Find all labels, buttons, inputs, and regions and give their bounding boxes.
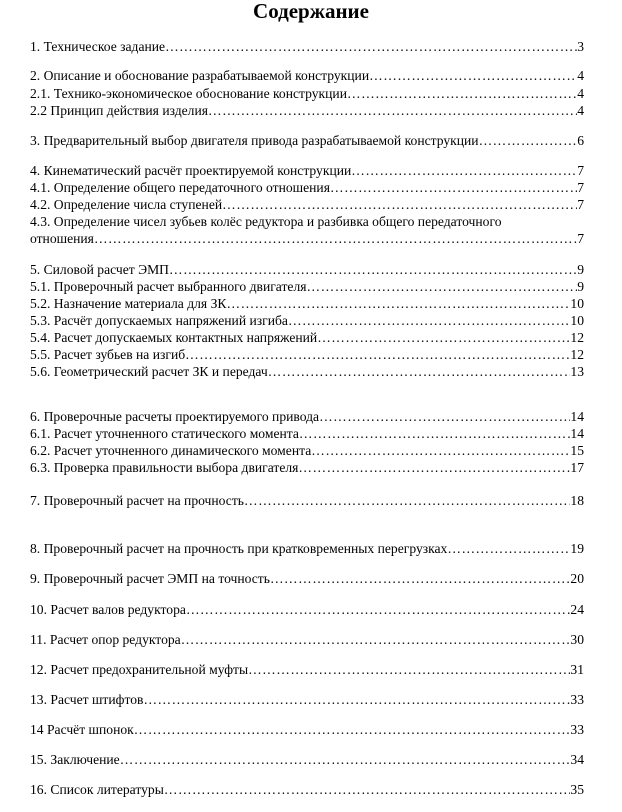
toc-entry-page: 10 [570, 313, 584, 328]
dot-leader [311, 442, 570, 459]
toc-entry-page: 9 [577, 279, 584, 294]
dot-leader [307, 278, 578, 295]
toc-entry[interactable] [30, 781, 584, 798]
toc-entry[interactable] [30, 631, 584, 648]
toc-entry-title: 6. Проверочные расчеты проектируемого привода [30, 409, 320, 424]
toc-entry-page: 14 [570, 409, 584, 424]
dot-leader [222, 196, 577, 213]
toc-entry[interactable] [30, 102, 584, 119]
toc-entry[interactable] [30, 751, 584, 768]
toc-entry[interactable] [30, 85, 584, 102]
dot-leader [288, 312, 570, 329]
toc-entry[interactable] [30, 196, 584, 213]
toc-entry-page: 24 [570, 602, 584, 617]
dot-leader [185, 346, 570, 363]
toc-entry[interactable] [30, 442, 584, 459]
dot-leader [169, 261, 577, 278]
toc-entry-page: 12 [570, 347, 584, 362]
toc-entry[interactable] [30, 278, 584, 295]
toc-entry[interactable] [30, 312, 584, 329]
toc-entry-title: 5.2. Назначение материала для ЗК [30, 296, 227, 311]
toc-entry-title: 5.4. Расчет допускаемых контактных напряжений [30, 330, 318, 345]
page-title: Содержание [253, 0, 369, 23]
dot-leader [248, 661, 570, 678]
toc-entry-title: 1. Техническое задание [30, 39, 166, 54]
toc-entry-page: 4 [577, 68, 584, 83]
toc-entry-title: 6.2. Расчет уточненного динамического момента [30, 443, 312, 458]
toc-entry-page: 6 [577, 133, 584, 148]
toc-entry-title: 11. Расчет опор редуктора [30, 632, 181, 647]
toc-entry-title: 15. Заключение [30, 752, 120, 767]
toc-entry-title: 4.1. Определение общего передаточного отношения [30, 180, 330, 195]
toc-entry-title: 5.3. Расчёт допускаемых напряжений изгиба [30, 313, 288, 328]
toc-entry[interactable] [30, 67, 584, 84]
toc-entry[interactable] [30, 295, 584, 312]
toc-entry[interactable] [30, 661, 584, 678]
toc-entry-page: 34 [570, 752, 584, 767]
toc-entry-page: 33 [570, 722, 584, 737]
dot-leader [319, 408, 570, 425]
toc-entry-page: 7 [577, 197, 584, 212]
dot-leader [479, 132, 578, 149]
toc-entry-title: 3. Предварительный выбор двигателя привода разрабатываемой конструкции [30, 133, 479, 148]
dot-leader [226, 295, 570, 312]
toc-entry-page: 7 [577, 163, 584, 178]
toc-entry[interactable] [30, 459, 584, 476]
toc-entry-page: 20 [570, 571, 584, 586]
toc-entry-page: 33 [570, 692, 584, 707]
dot-leader [244, 492, 570, 509]
toc-entry-page: 14 [570, 426, 584, 441]
toc-entry-page: 4 [577, 103, 584, 118]
dot-leader [351, 162, 577, 179]
toc-entry-title: отношения [30, 231, 94, 246]
dot-leader [143, 691, 570, 708]
toc-entry[interactable] [30, 492, 584, 509]
toc-entry-title: 8. Проверочный расчет на прочность при кратковременных перегрузках [30, 541, 448, 556]
toc-entry-title: 2.1. Технико-экономическое обоснование конструкции [30, 86, 347, 101]
toc-entry-title: 5. Силовой расчет ЭМП [30, 262, 169, 277]
toc-entry-title: 5.6. Геометрический расчет ЗК и передач [30, 364, 268, 379]
toc-entry-title: 5.5. Расчет зубьев на изгиб [30, 347, 186, 362]
dot-leader [268, 363, 571, 380]
dot-leader [299, 425, 571, 442]
toc-entry-title: 5.1. Проверочный расчет выбранного двигателя [30, 279, 307, 294]
dot-leader [330, 179, 577, 196]
toc-entry-page: 13 [570, 364, 584, 379]
toc-entry-title: 7. Проверочный расчет на прочность [30, 493, 244, 508]
toc-entry-title: 4. Кинематический расчёт проектируемой конструкции [30, 163, 352, 178]
toc-entry[interactable] [30, 179, 584, 196]
toc-entry[interactable] [30, 132, 584, 149]
toc-entry-title: 4.2. Определение числа ступеней [30, 197, 223, 212]
toc-entry[interactable] [30, 540, 584, 557]
toc-entry[interactable] [30, 346, 584, 363]
toc-entry-title: 10. Расчет валов редуктора [30, 602, 186, 617]
toc-entry-page: 9 [577, 262, 584, 277]
toc-entry[interactable] [30, 162, 584, 179]
toc-entry-page: 17 [570, 460, 584, 475]
dot-leader [120, 751, 571, 768]
toc-entry-title: 6.3. Проверка правильности выбора двигателя [30, 460, 299, 475]
toc-entry-title: 12. Расчет предохранительной муфты [30, 662, 249, 677]
toc-entry-page: 19 [570, 541, 584, 556]
toc-entry[interactable] [30, 721, 584, 738]
toc-entry[interactable] [30, 261, 584, 278]
toc-entry-page: 10 [570, 296, 584, 311]
toc-entry-title: 6.1. Расчет уточненного статического момента [30, 426, 299, 441]
dot-leader [447, 540, 570, 557]
toc-entry-title: 2.2 Принцип действия изделия [30, 103, 208, 118]
toc-entry[interactable] [30, 38, 584, 55]
toc-entry-page: 31 [570, 662, 584, 677]
toc-entry-title: 13. Расчет штифтов [30, 692, 144, 707]
toc-entry-page: 35 [570, 782, 584, 797]
toc-entry[interactable] [30, 230, 584, 247]
toc-entry[interactable] [30, 570, 584, 587]
toc-entry-title: 2. Описание и обоснование разрабатываемой конструкции [30, 68, 370, 83]
toc-entry-title: 14 Расчёт шпонок [30, 722, 134, 737]
toc-entry-title: 16. Список литературы [30, 782, 164, 797]
toc-entry-page: 3 [577, 39, 584, 54]
toc-entry-page: 30 [570, 632, 584, 647]
toc-entry[interactable] [30, 363, 584, 380]
dot-leader [298, 459, 570, 476]
toc-entry[interactable] [30, 329, 584, 346]
toc-entry[interactable] [30, 408, 584, 425]
dot-leader [369, 67, 577, 84]
dot-leader [186, 601, 570, 618]
dot-leader [134, 721, 571, 738]
dot-leader [165, 38, 577, 55]
dot-leader [181, 631, 571, 648]
dot-leader [347, 85, 577, 102]
toc-entry-page: 4 [577, 86, 584, 101]
toc-entry[interactable] [30, 691, 584, 708]
toc-entry-title: 9. Проверочный расчет ЭМП на точность [30, 571, 270, 586]
toc-entry[interactable] [30, 213, 584, 230]
toc-entry-page: 18 [570, 493, 584, 508]
dot-leader [317, 329, 570, 346]
toc-entry-title: 4.3. Определение чисел зубьев колёс редуктора и разбивка общего передаточного [30, 214, 502, 229]
dot-leader [270, 570, 570, 587]
toc-entry[interactable] [30, 601, 584, 618]
dot-leader [208, 102, 577, 119]
dot-leader [164, 781, 571, 798]
toc-entry-page: 12 [570, 330, 584, 345]
toc-entry-page: 7 [577, 180, 584, 195]
toc-entry-page: 7 [577, 231, 584, 246]
toc-entry[interactable] [30, 425, 584, 442]
dot-leader [94, 230, 577, 247]
toc-entry-page: 15 [570, 443, 584, 458]
